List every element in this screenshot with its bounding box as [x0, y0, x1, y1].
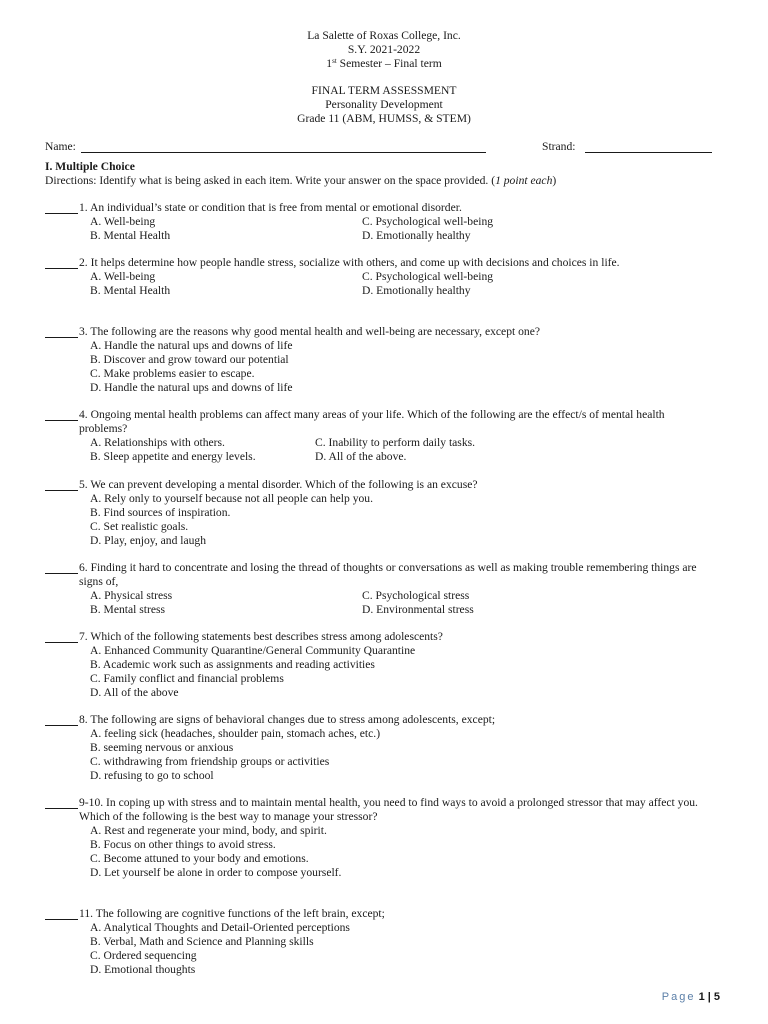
answer-blank[interactable]: [45, 573, 78, 574]
option-c: C. Ordered sequencing: [90, 949, 197, 962]
document-header: [0, 29, 768, 71]
option-c: C. Psychological stress: [362, 589, 470, 602]
option-a: A. Well-being: [90, 270, 156, 283]
option-b: B. seeming nervous or anxious: [90, 741, 234, 754]
answer-blank[interactable]: [45, 268, 78, 269]
option-d: D. Let yourself be alone in order to compose yourself.: [90, 866, 342, 879]
option-c: C. Set realistic goals.: [90, 520, 189, 533]
exam-heading: [0, 84, 768, 126]
question-stem: [45, 630, 715, 644]
question-stem: [45, 201, 715, 215]
question-stem: [45, 325, 715, 339]
answer-options: [90, 339, 715, 395]
answer-options: [90, 589, 715, 617]
option-b: B. Focus on other things to avoid stress.: [90, 838, 276, 851]
question-3: [45, 325, 715, 395]
question-stem: [45, 907, 715, 921]
option-b: B. Discover and grow toward our potential: [90, 353, 289, 366]
question-text: 9-10. In coping up with stress and to maintain mental health, you need to find ways to avoid a prolonged stressor that may affect you. Which of the following is the best way to manage your stressor?: [79, 796, 698, 823]
student-info-line: [45, 140, 713, 156]
exam-title: FINAL TERM ASSESSMENT: [311, 84, 457, 97]
option-a: A. Analytical Thoughts and Detail-Oriented perceptions: [90, 921, 350, 934]
option-b: B. Mental Health: [90, 229, 171, 242]
option-b: B. Verbal, Math and Science and Planning skills: [90, 935, 314, 948]
question-9: [45, 796, 715, 880]
answer-options: [90, 215, 715, 243]
option-c: C. Psychological well-being: [362, 215, 494, 228]
question-text: 11. The following are cognitive functions of the left brain, except;: [79, 907, 385, 920]
option-b: B. Find sources of inspiration.: [90, 506, 231, 519]
option-a: A. Physical stress: [90, 589, 173, 602]
answer-options: [90, 644, 715, 700]
question-5: [45, 478, 715, 548]
page-number: 1 | 5: [698, 991, 720, 1003]
question-text: 4. Ongoing mental health problems can affect many areas of your life. Which of the following are the effect/s of mental health problems?: [79, 408, 665, 435]
section-title: I. Multiple Choice: [45, 160, 135, 173]
subject-name: Personality Development: [325, 98, 443, 111]
answer-blank[interactable]: [45, 919, 78, 920]
question-stem: [45, 713, 715, 727]
answer-blank[interactable]: [45, 808, 78, 809]
name-field[interactable]: [81, 152, 486, 153]
option-d: D. All of the above: [90, 686, 179, 699]
option-a: A. Rely only to yourself because not all people can help you.: [90, 492, 374, 505]
option-d: D. Environmental stress: [362, 603, 474, 616]
question-stem: [45, 796, 715, 824]
question-1: [45, 201, 715, 243]
option-d: D. refusing to go to school: [90, 769, 214, 782]
question-text: 6. Finding it hard to concentrate and losing the thread of thoughts or conversations as well as making trouble remembering things are signs of,: [79, 561, 697, 588]
option-d: D. Handle the natural ups and downs of life: [90, 381, 293, 394]
option-b: B. Sleep appetite and energy levels.: [90, 450, 256, 463]
answer-blank[interactable]: [45, 490, 78, 491]
name-label: Name:: [45, 140, 76, 153]
answer-blank[interactable]: [45, 725, 78, 726]
strand-label: Strand:: [542, 140, 576, 153]
option-b: B. Mental Health: [90, 284, 171, 297]
answer-options: [90, 727, 715, 783]
option-c: C. Family conflict and financial problems: [90, 672, 284, 685]
option-d: D. All of the above.: [315, 450, 407, 463]
option-d: D. Emotional thoughts: [90, 963, 196, 976]
question-7: [45, 630, 715, 700]
option-c: C. withdrawing from friendship groups or activities: [90, 755, 330, 768]
option-a: A. feeling sick (headaches, shoulder pain, stomach aches, etc.): [90, 727, 381, 740]
option-c: C. Inability to perform daily tasks.: [315, 436, 476, 449]
school-name: La Salette of Roxas College, Inc.: [307, 29, 461, 42]
question-text: 5. We can prevent developing a mental disorder. Which of the following is an excuse?: [79, 478, 478, 491]
question-text: 2. It helps determine how people handle stress, socialize with others, and come up with decisions and choices in life.: [79, 256, 620, 269]
answer-options: [90, 824, 715, 880]
school-year: S.Y. 2021-2022: [347, 43, 421, 56]
question-2: [45, 256, 715, 298]
answer-blank[interactable]: [45, 337, 78, 338]
page-footer: [662, 990, 720, 1004]
answer-options: [90, 921, 715, 977]
page-word: Page: [661, 991, 696, 1003]
question-stem: [45, 478, 715, 492]
question-8: [45, 713, 715, 783]
question-text: 7. Which of the following statements best describes stress among adolescents?: [79, 630, 443, 643]
option-b: B. Academic work such as assignments and reading activities: [90, 658, 375, 671]
question-4: [45, 408, 715, 464]
question-stem: [45, 256, 715, 270]
answer-blank[interactable]: [45, 213, 78, 214]
answer-blank[interactable]: [45, 642, 78, 643]
answer-options: [90, 270, 715, 298]
option-c: C. Become attuned to your body and emotions.: [90, 852, 309, 865]
option-a: A. Well-being: [90, 215, 156, 228]
option-d: D. Emotionally healthy: [362, 284, 471, 297]
option-d: D. Emotionally healthy: [362, 229, 471, 242]
question-stem: [45, 561, 715, 589]
question-10: [45, 907, 715, 977]
option-a: A. Enhanced Community Quarantine/General Community Quarantine: [90, 644, 416, 657]
option-a: A. Rest and regenerate your mind, body, and spirit.: [90, 824, 327, 837]
directions: Directions: Identify what is being asked in each item. Write your answer on the space provided. (1 point each): [45, 174, 557, 187]
option-c: C. Psychological well-being: [362, 270, 494, 283]
option-a: A. Relationships with others.: [90, 436, 225, 449]
answer-blank[interactable]: [45, 420, 78, 421]
question-stem: [45, 408, 715, 436]
option-c: C. Make problems easier to escape.: [90, 367, 255, 380]
option-d: D. Play, enjoy, and laugh: [90, 534, 207, 547]
option-b: B. Mental stress: [90, 603, 166, 616]
answer-options: [90, 436, 715, 464]
question-6: [45, 561, 715, 617]
semester-line: 1st Semester – Final term: [326, 57, 442, 70]
strand-field[interactable]: [585, 152, 712, 153]
question-text: 3. The following are the reasons why good mental health and well-being are necessary, except one?: [79, 325, 541, 338]
grade-level: Grade 11 (ABM, HUMSS, & STEM): [297, 112, 471, 125]
option-a: A. Handle the natural ups and downs of life: [90, 339, 293, 352]
question-text: 1. An individual’s state or condition that is free from mental or emotional disorder.: [79, 201, 462, 214]
question-text: 8. The following are signs of behavioral changes due to stress among adolescents, except;: [79, 713, 496, 726]
answer-options: [90, 492, 715, 548]
